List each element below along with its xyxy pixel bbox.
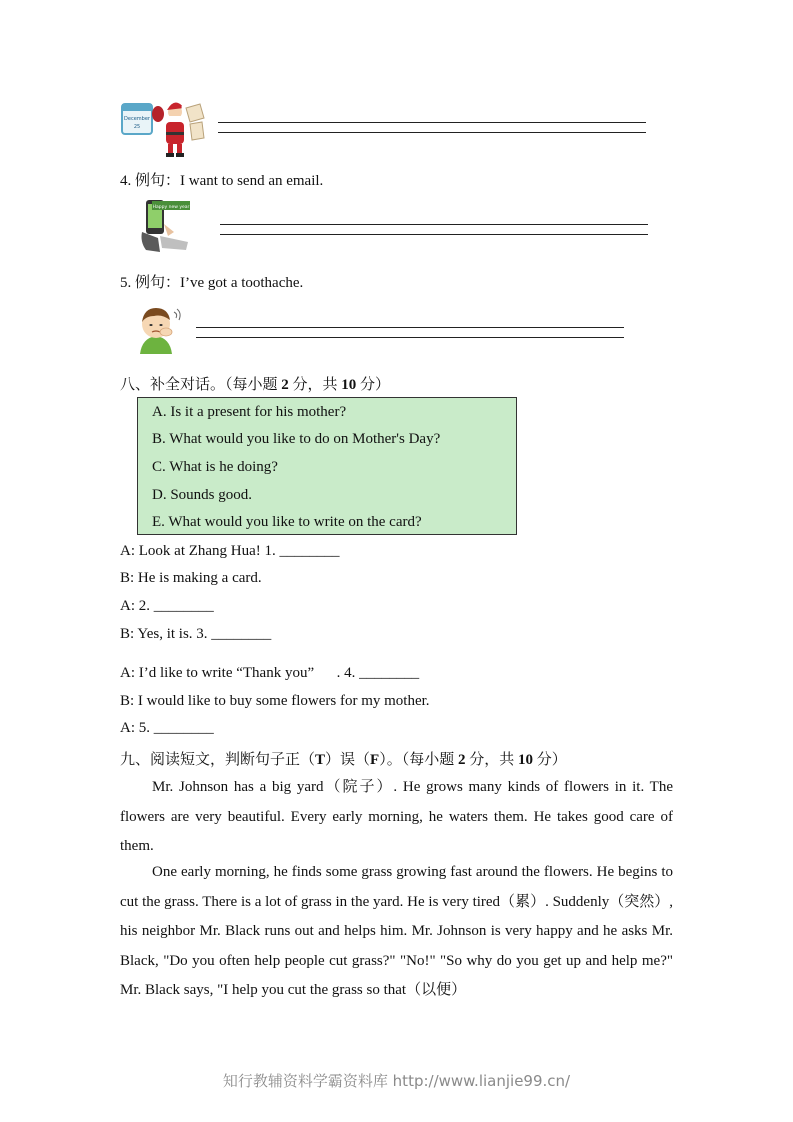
answer-line[interactable] [196,327,624,328]
calendar-santa-icon [120,98,210,158]
reading-paragraph-2 [120,858,673,1006]
section-8-heading: 八、补全对话。（每小题 2 分，共 10 分） [120,377,391,393]
answer-line[interactable] [196,337,624,338]
toothache-picture [136,302,186,358]
answer-line[interactable] [220,234,648,235]
svg-text:25: 25 [133,124,141,130]
question-5-prompt: 5. 例句：I’ve got a toothache. [120,275,304,291]
paragraph-1-text: Mr. Johnson has a big yard（院子）. He grows many kinds of flowers in it. The flowers are very beautiful. Every early morning, he waters them. He takes good care of them. [120,779,673,854]
christmas-picture [120,98,210,158]
phone-hand-icon [138,198,193,254]
options-box [137,397,517,535]
reading-paragraph-1 [120,773,673,862]
paragraph-2-text: One early morning, he finds some grass growing fast around the flowers. He begins to cut the grass. There is a lot of grass in the yard. He is very tired（累）. Suddenly（突然）, his neighbor Mr. Black runs out and helps him. Mr. Johnson is very happy and he asks Mr. Black, "Do you often help people cut grass?" "No!" "So why do you get up and help me?" Mr. Black says, "I help you cut the grass so that（以便） [120,864,673,998]
svg-text:December: December [124,116,150,122]
option-b: B. What would you like to do on Mother's Day? [152,431,441,447]
dialogue-line: B: I would like to buy some flowers for my mother. [120,693,430,709]
question-4-prompt: 4. 例句：I want to send an email. [120,173,324,189]
option-c: C. What is he doing? [152,459,278,475]
dialogue-line: B: Yes, it is. 3. ________ [120,626,272,642]
boy-toothache-icon [136,302,186,358]
option-e: E. What would you like to write on the card? [152,514,422,530]
dialogue-line: A: I’d like to write “Thank you” . 4. ________ [120,665,420,681]
dialogue-line: B: He is making a card. [120,570,262,586]
section-9-heading: 九、阅读短文，判断句子正（T）误（F）。（每小题 2 分，共 10 分） [120,752,567,768]
phone-screen-text: Happy new year [152,205,190,210]
dialogue-line: A: 5. ________ [120,720,214,736]
email-picture [138,198,193,254]
answer-line[interactable] [220,224,648,225]
option-a: A. Is it a present for his mother? [152,404,347,420]
option-d: D. Sounds good. [152,487,253,503]
dialogue-line: A: Look at Zhang Hua! 1. ________ [120,543,340,559]
footer-watermark: 知行教辅资料学霸资料库 http://www.lianjie99.cn/ [222,1072,571,1090]
answer-line[interactable] [218,132,646,133]
dialogue-line: A: 2. ________ [120,598,214,614]
answer-line[interactable] [218,122,646,123]
